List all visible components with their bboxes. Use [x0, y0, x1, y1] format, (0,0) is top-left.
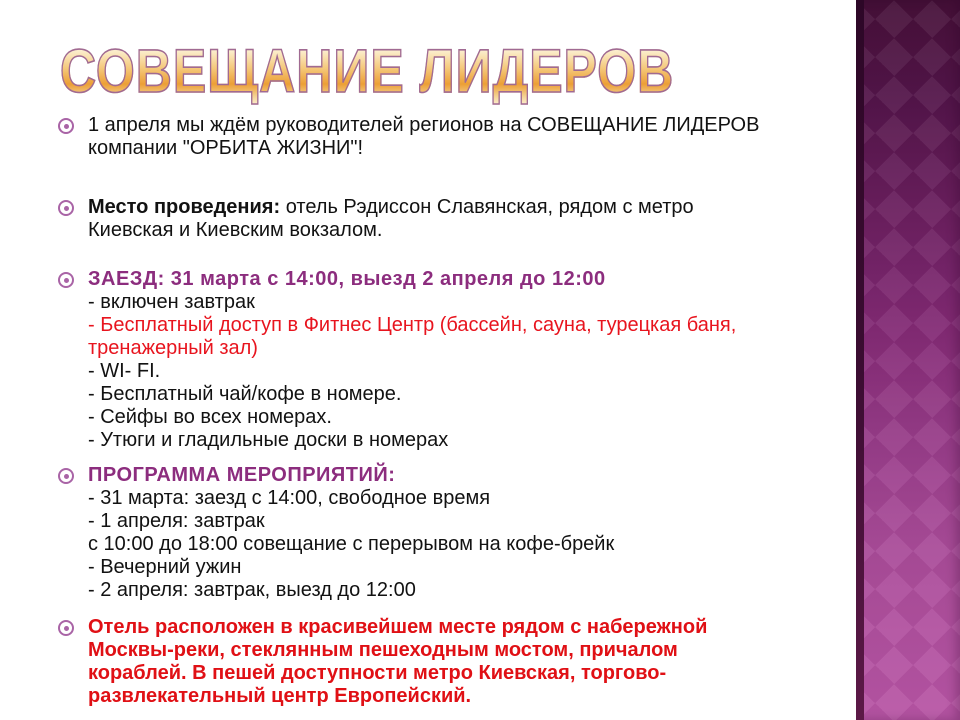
sidebar-panel: [856, 0, 960, 720]
text-segment: отель Рэдиссон Славянская, рядом с метро: [280, 196, 694, 218]
text-line: [88, 337, 842, 360]
text-line: [88, 464, 842, 487]
text-segment: - 2 апреля: завтрак, выезд до 12:00: [88, 579, 416, 601]
bullet-marker-icon: [58, 118, 74, 134]
text-segment: 1 апреля мы ждём руководителей регионов на СОВЕЩАНИЕ ЛИДЕРОВ: [88, 114, 760, 136]
text-segment: Киевская и Киевским вокзалом.: [88, 219, 383, 241]
bullet-marker-icon: [58, 200, 74, 216]
text-line: [88, 360, 842, 383]
text-line: [88, 219, 842, 242]
bullet-item: [58, 268, 842, 452]
text-line: [88, 114, 842, 137]
text-segment: - 1 апреля: завтрак: [88, 510, 265, 532]
text-segment: - Сейфы во всех номерах.: [88, 406, 332, 428]
bullet-marker-icon: [58, 272, 74, 288]
text-segment: - Бесплатный доступ в Фитнес Центр (бассейн, сауна, турецкая баня,: [88, 314, 737, 336]
bullet-item: [58, 616, 842, 708]
text-line: [88, 314, 842, 337]
text-line: [88, 137, 842, 160]
text-segment: с 10:00 до 18:00 совещание с перерывом на кофе-брейк: [88, 533, 615, 555]
text-line: [88, 383, 842, 406]
bullet-item: [58, 464, 842, 602]
bullet-marker-icon: [58, 620, 74, 636]
text-segment: компании "ОРБИТА ЖИЗНИ"!: [88, 137, 364, 159]
text-segment: - Утюги и гладильные доски в номерах: [88, 429, 449, 451]
text-segment: ПРОГРАММА МЕРОПРИЯТИЙ:: [88, 464, 396, 486]
text-line: [88, 616, 842, 639]
slide-title: СОВЕЩАНИЕ ЛИДЕРОВ: [60, 37, 675, 106]
text-line: [88, 196, 842, 219]
bullet-marker-icon: [58, 468, 74, 484]
text-segment: кораблей. В пешей доступности метро Киевская, торгово-: [88, 662, 667, 684]
bullet-text: [88, 268, 842, 452]
text-segment: ЗАЕЗД: 31 марта с 14:00, выезд 2 апреля до 12:00: [88, 268, 606, 290]
bullet-item: [58, 196, 842, 242]
text-segment: Отель расположен в красивейшем месте рядом с набережной: [88, 616, 708, 638]
sidebar-edge-strip: [856, 0, 864, 720]
text-segment: - Вечерний ужин: [88, 556, 242, 578]
text-line: [88, 291, 842, 314]
text-line: [88, 429, 842, 452]
text-line: [88, 268, 842, 291]
bullet-text: [88, 196, 842, 242]
text-segment: Москвы-реки, стеклянным пешеходным мостом, причалом: [88, 639, 678, 661]
bullet-item: [58, 114, 842, 160]
text-line: [88, 510, 842, 533]
text-line: [88, 556, 842, 579]
text-line: [88, 487, 842, 510]
text-segment: - Бесплатный чай/кофе в номере.: [88, 383, 402, 405]
text-line: [88, 579, 842, 602]
text-segment: - WI- FI.: [88, 360, 161, 382]
text-line: [88, 639, 842, 662]
bullet-list: [58, 108, 842, 708]
text-line: [88, 406, 842, 429]
text-segment: тренажерный зал): [88, 337, 258, 359]
text-segment: - 31 марта: заезд с 14:00, свободное время: [88, 487, 491, 509]
bullet-text: [88, 616, 842, 708]
bullet-text: [88, 114, 842, 160]
text-segment: - включен завтрак: [88, 291, 255, 313]
text-line: [88, 685, 842, 708]
bullet-text: [88, 464, 842, 602]
text-segment: развлекательный центр Европейский.: [88, 685, 472, 707]
text-line: [88, 662, 842, 685]
text-segment: Место проведения:: [88, 196, 281, 218]
text-line: [88, 533, 842, 556]
